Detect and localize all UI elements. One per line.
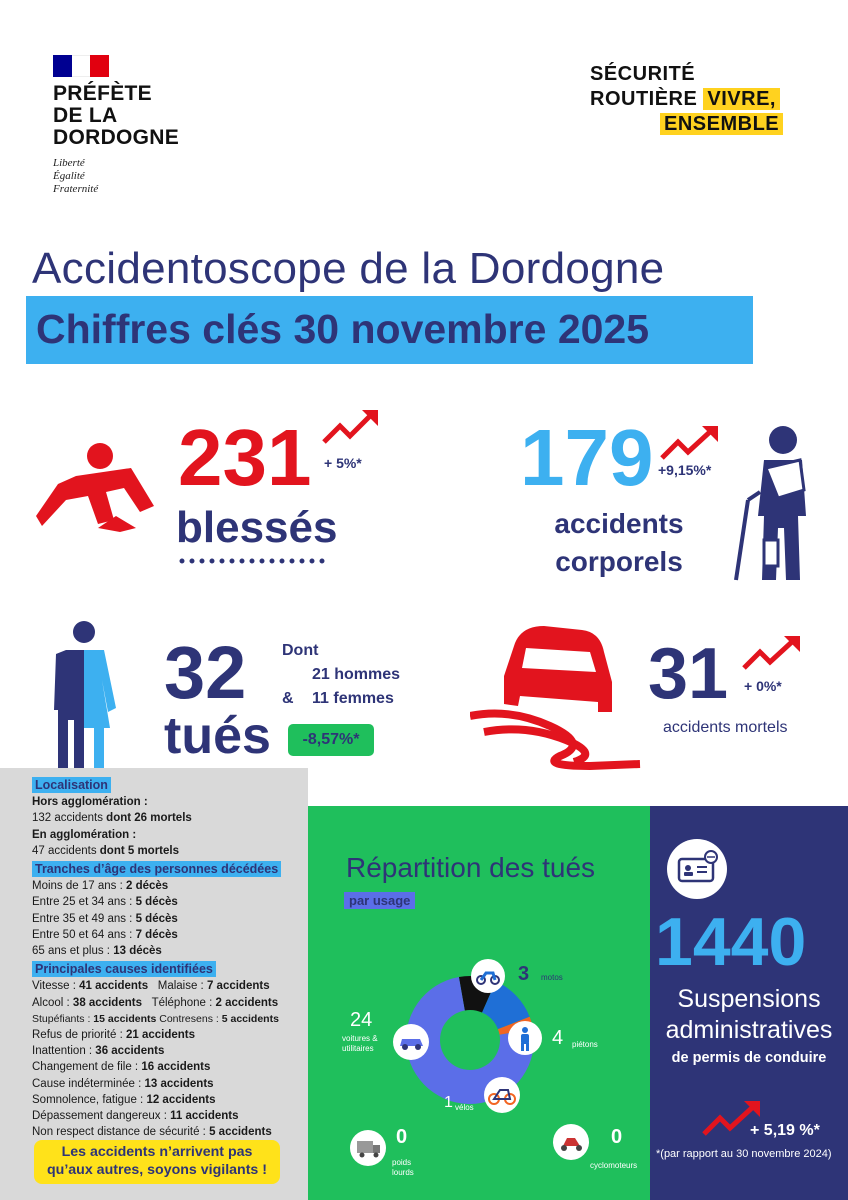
- cause-pair-row: Alcool : 38 accidents Téléphone : 2 accidents: [32, 996, 279, 1009]
- motto-egalite: Égalité: [53, 170, 85, 182]
- cause-row: Refus de priorité : 21 accidents: [32, 1029, 196, 1042]
- suspensions-note: *(par rapport au 30 novembre 2024): [656, 1148, 832, 1160]
- suspensions-permis: de permis de conduire: [671, 1050, 827, 1066]
- campaign-vivre: VIVRE,: [703, 88, 780, 110]
- page-title: Accidentoscope de la Dordogne: [32, 244, 665, 293]
- age-row: 65 ans et plus : 13 décès: [32, 945, 162, 958]
- motos-label: motos: [541, 973, 563, 982]
- campaign-line-2: [590, 87, 783, 112]
- mortels-label: accidents mortels: [663, 719, 788, 736]
- prefecture-line-3: DORDOGNE: [53, 126, 180, 149]
- republic-motto: [53, 157, 98, 196]
- campaign-routiere: ROUTIÈRE: [590, 88, 698, 110]
- suspensions-label: [650, 984, 848, 1046]
- skidding-car-icon: [470, 616, 650, 774]
- motto-liberte: Liberté: [53, 157, 85, 169]
- age-row: Entre 50 et 64 ans : 7 décès: [32, 928, 178, 941]
- suspensions-value: 1440: [655, 904, 807, 980]
- cyclomoteurs-label: cyclomoteurs: [590, 1161, 638, 1170]
- stats-list: [32, 775, 308, 1140]
- cause-row: Dépassement dangereux : 11 accidents: [32, 1110, 239, 1123]
- blesses-value: 231: [178, 413, 312, 502]
- prefecture-line-2: DE LA: [53, 104, 118, 127]
- prefecture-name: [53, 83, 179, 149]
- en-agglo-label: En agglomération :: [32, 828, 137, 841]
- velos-label: vélos: [455, 1103, 474, 1112]
- cause-row: Changement de file : 16 accidents: [32, 1061, 211, 1074]
- corporels-value: 179: [520, 413, 654, 502]
- age-row: Entre 25 et 34 ans : 5 décès: [32, 896, 178, 909]
- corporels-label-line-2: corporels: [555, 546, 683, 577]
- cause-pair-row: Vitesse : 41 accidents Malaise : 7 accidents: [32, 980, 270, 993]
- warning-line-2: qu’aux autres, soyons vigilants !: [47, 1162, 267, 1178]
- tues-dont: Dont: [282, 642, 319, 659]
- trend-up-icon: [660, 424, 720, 462]
- driver-license-badge: [667, 839, 727, 899]
- voitures-value: 24: [350, 1009, 373, 1031]
- dotted-underline: [178, 556, 328, 566]
- poids-lourds-label-line-2: lourds: [392, 1168, 414, 1177]
- pedestrian-icon: [508, 1021, 542, 1055]
- pietons-value: 4: [552, 1027, 564, 1049]
- poids-lourds-label: [392, 1158, 414, 1178]
- marianne-flag-logo: [53, 55, 109, 77]
- campaign-line-3: [590, 112, 783, 137]
- cause-pair-row: Stupéfiants : 15 accidents Contresens : 5 accidents: [32, 1012, 279, 1025]
- moto-icon: [471, 959, 505, 993]
- driver-license-icon: [667, 839, 727, 899]
- tues-value: 32: [164, 631, 247, 714]
- hors-agglo-value: 132 accidents dont 26 mortels: [32, 812, 192, 825]
- age-header: Tranches d’âge des personnes décédées: [32, 861, 281, 877]
- suspensions-change: + 5,19 %*: [750, 1122, 820, 1139]
- cause-row: Non respect distance de sécurité : 5 accidents: [32, 1126, 272, 1139]
- causes-header: Principales causes identifiées: [32, 961, 216, 977]
- velos-value: 1: [444, 1094, 453, 1111]
- campaign-ensemble: ENSEMBLE: [660, 113, 783, 135]
- cyclomoteurs-value: 0: [611, 1126, 623, 1148]
- corporels-change: +9,15%*: [658, 462, 712, 478]
- cause-row: Inattention : 36 accidents: [32, 1045, 165, 1058]
- cause-row: Somnolence, fatigue : 12 accidents: [32, 1093, 216, 1106]
- page-subtitle: Chiffres clés 30 novembre 2025: [36, 306, 650, 352]
- voitures-label-line-2: utilitaires: [342, 1044, 374, 1053]
- poids-lourds-value: 0: [396, 1126, 408, 1148]
- tues-ampersand: &: [282, 690, 294, 707]
- tues-hommes: 21 hommes: [312, 666, 401, 683]
- campaign-line-1: SÉCURITÉ: [590, 63, 696, 85]
- tues-change-badge: -8,57%*: [288, 724, 374, 756]
- warning-line-1: Les accidents n’arrivent pas: [61, 1144, 253, 1160]
- motto-fraternite: Fraternité: [53, 183, 99, 195]
- injured-person-icon: [728, 420, 818, 588]
- mortels-change: + 0%*: [744, 678, 782, 694]
- car-icon: [393, 1024, 429, 1060]
- warning-box: [34, 1140, 280, 1184]
- motos-value: 3: [518, 963, 530, 985]
- blesses-change: + 5%*: [324, 455, 362, 471]
- pietons-label: piétons: [572, 1040, 598, 1049]
- falling-person-icon: [36, 428, 166, 538]
- tues-femmes: 11 femmes: [312, 690, 394, 707]
- poids-lourds-label-line-1: poids: [392, 1158, 412, 1167]
- age-row: Moins de 17 ans : 2 décès: [32, 880, 169, 893]
- prefecture-line-1: PRÉFÈTE: [53, 82, 152, 105]
- corporels-label-line-1: accidents: [554, 508, 684, 539]
- suspensions-label-line-1: Suspensions: [677, 985, 821, 1013]
- repartition-title: Répartition des tués: [346, 852, 596, 883]
- cause-row: Cause indéterminée : 13 accidents: [32, 1077, 214, 1090]
- suspensions-label-line-2: administratives: [665, 1016, 833, 1044]
- man-woman-icon: [50, 620, 120, 770]
- age-row: Entre 35 et 49 ans : 5 décès: [32, 912, 178, 925]
- repartition-subtitle: par usage: [344, 892, 415, 909]
- truck-icon: [350, 1130, 386, 1166]
- scooter-icon: [553, 1124, 589, 1160]
- bicycle-icon: [484, 1077, 520, 1113]
- localisation-header: Localisation: [32, 777, 111, 793]
- trend-up-icon: [322, 408, 380, 446]
- en-agglo-value: 47 accidents dont 5 mortels: [32, 844, 179, 857]
- corporels-label: [548, 505, 690, 581]
- voitures-label: [342, 1034, 378, 1054]
- trend-up-icon: [742, 634, 804, 672]
- blesses-label: blessés: [176, 503, 338, 552]
- voitures-label-line-1: voitures &: [342, 1034, 378, 1043]
- tues-label: tués: [164, 707, 271, 765]
- mortels-value: 31: [648, 634, 729, 714]
- hors-agglo-label: Hors agglomération :: [32, 796, 148, 809]
- securite-routiere-logo: [590, 62, 783, 137]
